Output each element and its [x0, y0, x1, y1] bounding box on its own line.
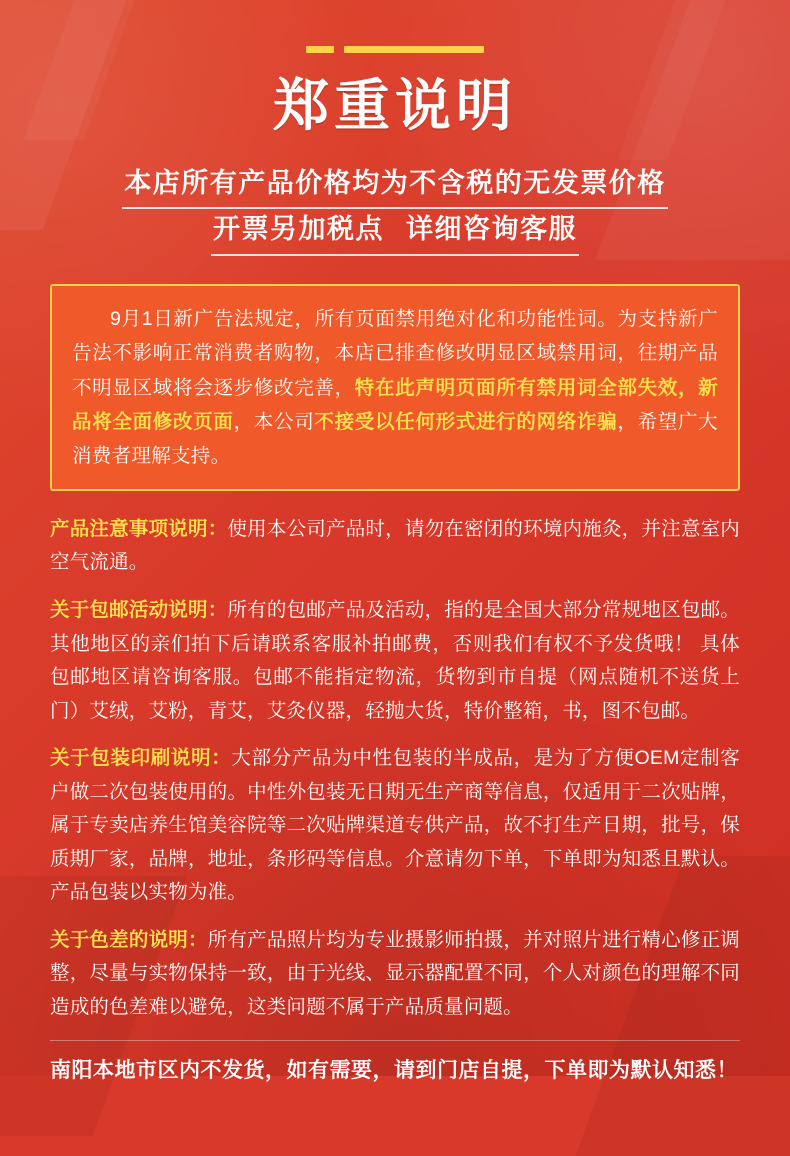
subtitle-line-1: 本店所有产品价格均为不含税的无发票价格: [122, 163, 668, 210]
section-body: 所有的包邮产品及活动，指的是全国大部分常规地区包邮。其他地区的亲们拍下后请联系客服补拍邮费，否则我们有权不予发货哦！ 具体包邮地区请咨询客服。包邮不能指定物流，货物到市自提（网点随机不送货上门）艾绒，艾粉，青艾，艾灸仪器，轻抛大货，特价整箱，书，图不包邮。: [50, 598, 740, 722]
section-color-difference: [50, 924, 740, 1025]
notice-highlight-1: 特在此声明页面所有禁用词全部失效，新品将全面修改页面: [72, 376, 718, 433]
section-packaging-printing: [50, 742, 740, 910]
page-title: 郑重说明: [273, 74, 517, 137]
subtitle-line-1-wrap: [28, 163, 762, 210]
accent-bar-long: [344, 46, 484, 53]
section-heading: 关于包邮活动说明：: [50, 598, 228, 621]
section-heading: 关于色差的说明：: [50, 928, 208, 951]
notice-part-1: 9月1日新广告法规定，所有页面禁用绝对化和功能性词。为支持新广告法不影响正常消费者购物，本店已排查修改明显区域禁用词，往期产品不明显区域将会逐步修改完善，: [72, 308, 718, 399]
section-product-precautions: [50, 513, 740, 580]
subtitle-block: [28, 163, 762, 257]
sections-list: [50, 513, 740, 1024]
footer-divider: [50, 1040, 740, 1041]
advertising-law-notice-box: [50, 284, 740, 491]
subtitle-line-2a: 开票另加税点: [213, 214, 384, 245]
subtitle-line-2b: 详细咨询客服: [406, 214, 577, 245]
section-body: 所有产品照片均为专业摄影师拍摄，并对照片进行精心修正调整，尽量与实物保持一致，由于光线、显示器配置不同，个人对颜色的理解不同造成的色差难以避免，这类问题不属于产品质量问题。: [50, 928, 740, 1018]
accent-bar-short: [306, 46, 334, 53]
title-accent-bars: [28, 0, 762, 53]
notice-highlight-2: 不接受以任何形式进行的网络诈骗: [314, 410, 618, 433]
notice-part-2: ，本公司: [233, 410, 315, 433]
section-body: 使用本公司产品时，请勿在密闭的环境内施灸，并注意室内空气流通。: [50, 517, 740, 574]
section-body: 大部分产品为中性包装的半成品，是为了方便OEM定制客户做二次包装使用的。中性外包装无日期无生产商等信息，仅适用于二次贴牌，属于专卖店养生馆美容院等二次贴牌渠道专供产品，故不打生产日期，批号，保质期厂家，品牌，地址，条形码等信息。介意请勿下单，下单即为知悉且默认。产品包装以实物为准。: [50, 747, 740, 904]
section-free-shipping: [50, 594, 740, 728]
subtitle-line-2-wrap: [28, 209, 762, 256]
footer-note: 南阳本地市区内不发货，如有需要，请到门店自提，下单即为默认知悉！: [50, 1059, 738, 1083]
section-heading: 产品注意事项说明：: [50, 517, 228, 540]
notice-part-3: ，希望广大消费者理解支持。: [72, 410, 718, 467]
section-heading: 关于包装印刷说明：: [50, 747, 232, 770]
subtitle-line-2: [211, 209, 579, 256]
